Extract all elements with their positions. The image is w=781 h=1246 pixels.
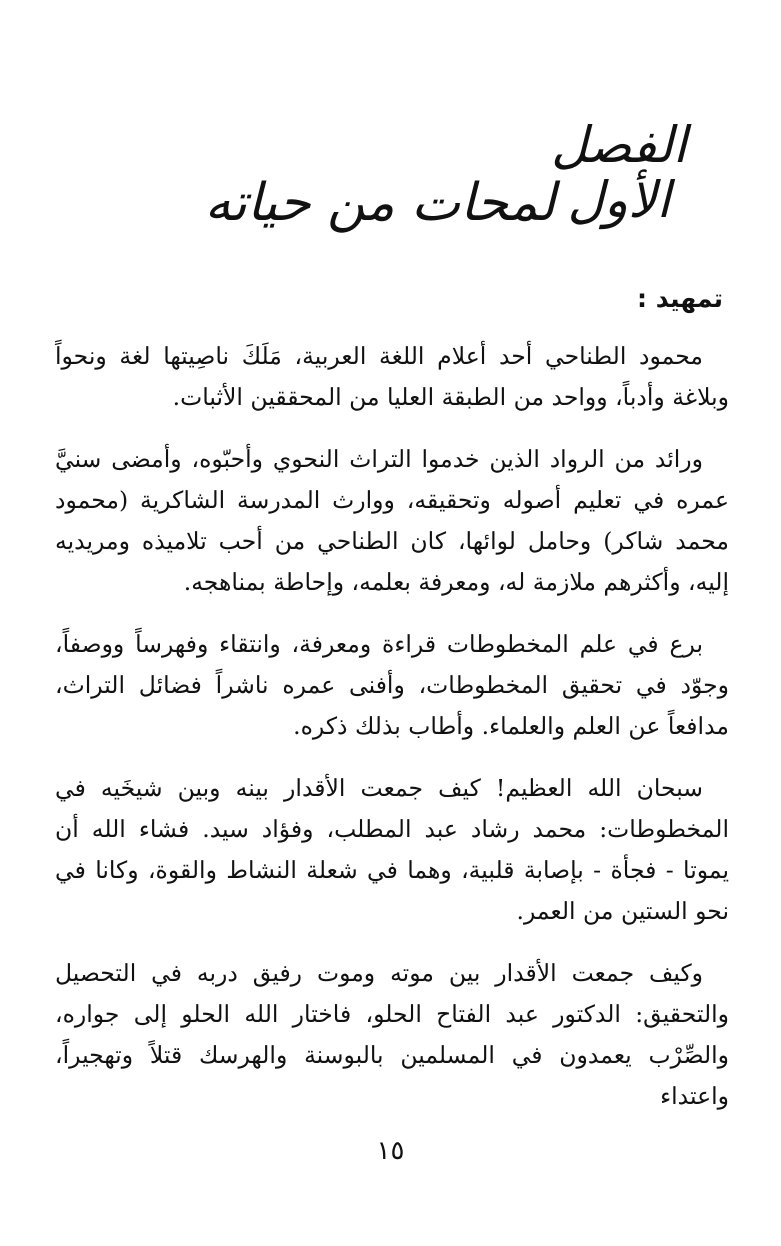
paragraph: وكيف جمعت الأقدار بين موته وموت رفيق دربه في التحصيل والتحقيق: الدكتور عبد الفتاح الحلو، فاختار الله الحلو إلى جواره، والصِّرْب يعمدون في المسلمين بالبوسنة والهرسك قتلاً وتهجيراً، واعتداء [55,959,729,1110]
chapter-label: الفصل الأول [551,116,687,229]
paragraph: محمود الطناحي أحد أعلام اللغة العربية، مَلَكَ ناصِيتها لغة ونحواً وبلاغة وأدباً، وواحد من الطبقة العليا من المحققين الأثبات. [55,342,729,411]
page-number: ١٥ [376,1136,405,1166]
paragraph: ورائد من الرواد الذين خدموا التراث النحوي وأحبّوه، وأمضى سنيَّ عمره في تعليم أصوله وتحقيقه، ووارث المدرسة الشاكرية (محمود محمد شاكر) وحامل لوائها، كان الطناحي من أحب تلاميذه ومريديه إليه، وأكثرهم ملازمة له، ومعرفة بعلمه، وإحاطة بمناهجه. [55,445,729,596]
paragraph: سبحان الله العظيم! كيف جمعت الأقدار بينه وبين شيخَيه في المخطوطات: محمد رشاد عبد المطلب، وفؤاد سيد. فشاء الله أن يموتا - فجأة - بإصابة قلبية، وهما في شعلة النشاط والقوة، وكانا في نحو الستين من العمر. [55,774,729,925]
intro-heading: تمهيد : [637,284,723,313]
chapter-title: لمحات من حياته [204,173,556,233]
paragraph: برع في علم المخطوطات قراءة ومعرفة، وانتقاء وفهرساً ووصفاً، وجوّد في تحقيق المخطوطات، وأفنى عمره ناشراً فضائل التراث، مدافعاً عن العلم والعلماء. وأطاب بذلك ذكره. [55,630,729,740]
body-text [55,336,729,1138]
